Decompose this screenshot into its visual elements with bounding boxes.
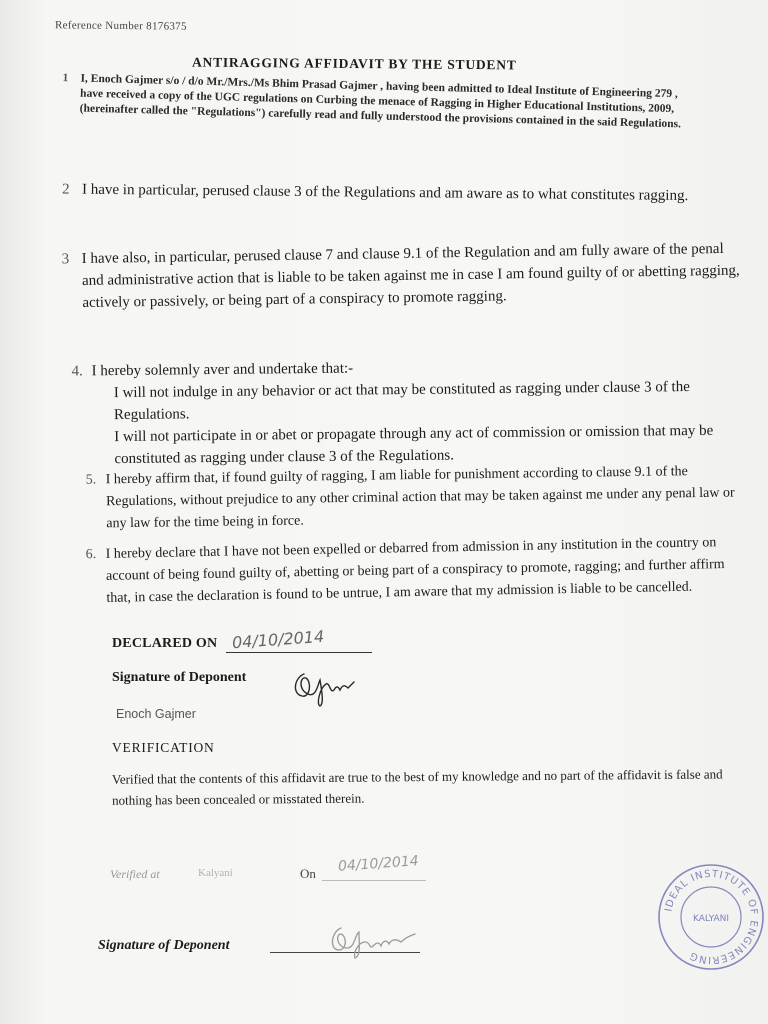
paragraph-number: 4.	[71, 363, 83, 380]
reference-number: Reference Number 8176375	[54, 19, 187, 33]
paragraph-number: 2	[61, 181, 70, 198]
paragraph-text: I hereby affirm that, if found guilty of ragging, I am liable for punishment according to clause 9.1 of the Regulations, without prejudice to any other criminal action that may be taken against me under any penal law or any law for the time being in force.	[105, 464, 735, 532]
svg-text:KALYANI: KALYANI	[692, 914, 730, 924]
verification-text: Verified that the contents of this affidavit are true to the best of my knowledge and no part of the affidavit is false and nothing has been concealed or misstated therein.	[111, 766, 723, 808]
paragraph-6	[85, 532, 742, 611]
paragraph-number: 5.	[85, 472, 97, 488]
declared-on-label: DECLARED ON	[112, 636, 218, 651]
deponent-signature-icon	[290, 664, 370, 713]
signature-label: Signature of Deponent	[112, 670, 247, 685]
signature-label-2: Signature of Deponent	[98, 938, 230, 953]
undertaking-intro: I hereby solemnly aver and undertake that:-	[91, 360, 354, 380]
declared-date: 04/10/2014	[231, 626, 325, 653]
verification-date: 04/10/2014	[337, 853, 420, 875]
paragraph-number: 3	[61, 251, 70, 268]
undertaking-item-1: I will not indulge in any behavior or act that may be constituted as ragging under clause 3 of the Regulations.	[113, 379, 690, 424]
paragraph-4	[71, 353, 742, 470]
paragraph-text: I have in particular, perused clause 3 of the Regulations and am aware as to what constitutes ragging.	[81, 181, 689, 204]
on-label: On	[300, 866, 316, 881]
verified-at-label: Verified at	[110, 867, 160, 881]
undertaking-item-2: I will not participate in or abet or propagate through any act of commission or omission that may be constituted as ragging under clause 3 of the Regulations.	[114, 422, 714, 468]
verified-place: Kalyani	[198, 867, 233, 879]
paragraph-5	[86, 460, 743, 535]
institute-seal-stamp	[656, 862, 766, 977]
paragraph-text: I, Enoch Gajmer s/o / d/o Mr./Mrs./Ms Bhim Prasad Gajmer , having been admitted to Ideal Institute of Engineering 279 , have received a copy of the UGC regulations on Curbing the menace of Ragging in Higher Educational Institutions, 2009, (hereinafter called the "Regulations") carefully read and fully understood the provisions contained in the said Regulations.	[79, 72, 682, 131]
paragraph-1	[62, 71, 743, 134]
document-title: ANTIRAGGING AFFIDAVIT BY THE STUDENT	[191, 54, 517, 73]
paragraph-text: I have also, in particular, perused clause 7 and clause 9.1 of the Regulation and am fully aware of the penal and administrative action that is liable to be taken against me in case I am found guilty of or abetting ragging, actively or passively, or being part of a conspiracy to promote ragging.	[81, 240, 740, 312]
svg-text:IDEAL INSTITUTE OF ENGINEERING: IDEAL INSTITUTE OF ENGINEERING	[663, 868, 760, 966]
declared-date-line	[226, 652, 372, 653]
paragraph-number: 6.	[85, 547, 97, 563]
paragraph-text	[91, 353, 742, 470]
on-date-line	[322, 880, 426, 881]
paragraph-number: 1	[62, 72, 69, 85]
paragraph-text: I hereby declare that I have not been expelled or debarred from admission in any institution in the country on account of being found guilty of, abetting or being part of a conspiracy to promote, ragging; and further affirm that, in case the declaration is found to be untrue, I am aware that my admission is liable to be cancelled.	[105, 535, 725, 606]
deponent-signature-2-icon	[325, 920, 435, 965]
verification-heading: VERIFICATION	[112, 740, 215, 755]
paragraph-2	[62, 178, 742, 207]
paragraph-3	[62, 238, 743, 315]
deponent-name: Enoch Gajmer	[116, 707, 196, 721]
